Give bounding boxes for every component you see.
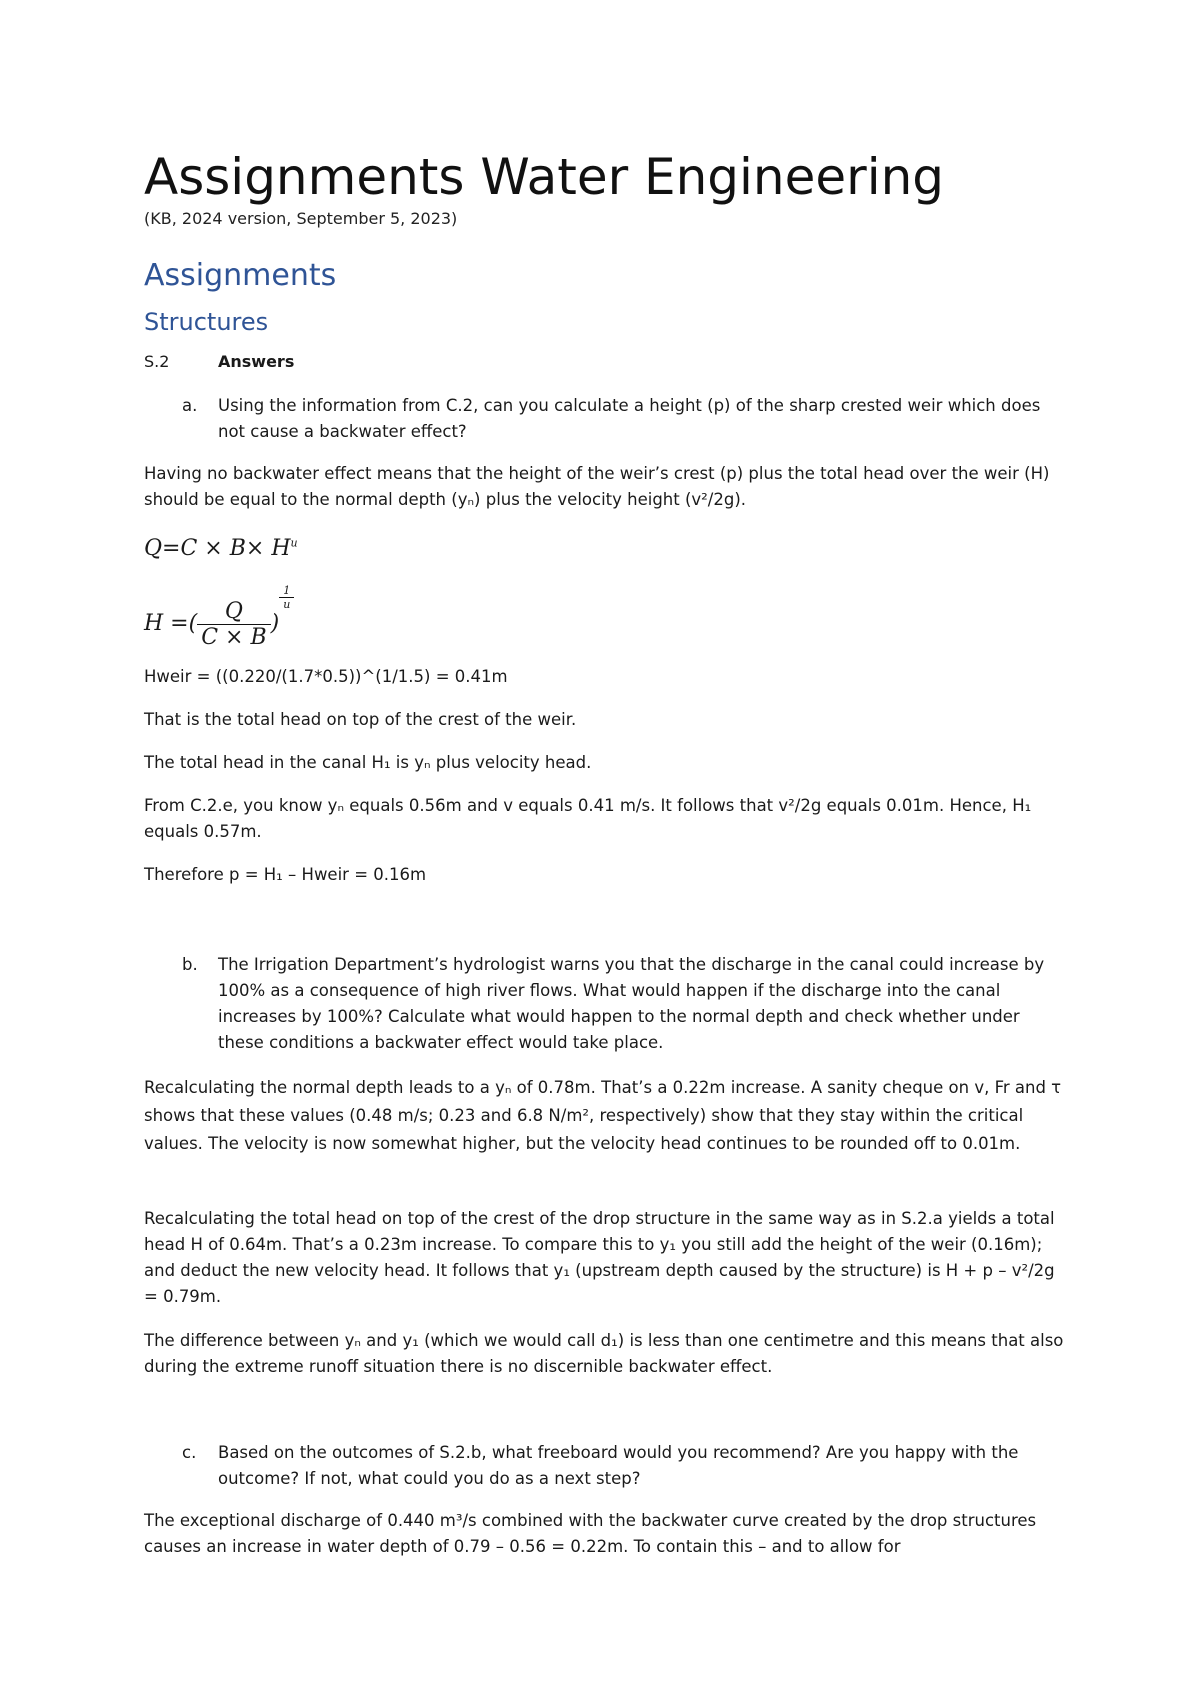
paragraph-total-head-crest: That is the total head on top of the crest of the weir. bbox=[144, 710, 577, 729]
equation-head-exponent-den: u bbox=[283, 598, 291, 611]
document-title: Assignments Water Engineering bbox=[144, 148, 945, 206]
section-label: Answers bbox=[218, 352, 295, 371]
paragraph-difference: The difference between yₙ and y₁ (which we would call d₁) is less than one centimetre and this means that also during the extreme runoff situation there is no discernible backwater effect. bbox=[144, 1331, 1064, 1376]
equation-head-exponent-num: 1 bbox=[279, 584, 294, 598]
section-number: S.2 bbox=[144, 352, 170, 371]
heading-structures: Structures bbox=[144, 308, 269, 336]
paragraph-total-head-canal: The total head in the canal H₁ is yₙ plus velocity head. bbox=[144, 753, 592, 772]
paragraph-exceptional-discharge: The exceptional discharge of 0.440 m³/s combined with the backwater curve created by the drop structures causes an increase in water depth of 0.79 – 0.56 = 0.22m. To contain this – and to allow for bbox=[144, 1511, 1037, 1556]
paragraph-therefore-p: Therefore p = H₁ – Hweir = 0.16m bbox=[144, 865, 427, 884]
equation-discharge bbox=[144, 536, 298, 561]
equation-discharge-exponent: u bbox=[290, 536, 298, 550]
question-c-marker: c. bbox=[182, 1443, 197, 1462]
equation-discharge-lhs: Q=C × B× H bbox=[144, 536, 291, 561]
question-b-marker: b. bbox=[182, 955, 198, 974]
equation-head-fraction bbox=[197, 599, 270, 650]
paragraph-recalc-normal-depth: Recalculating the normal depth leads to a yₙ of 0.78m. That’s a 0.22m increase. A sanity cheque on v, Fr and τ shows that these values (0.48 m/s; 0.23 and 6.8 N/m², respectively) show that they stay within the critical values. The velocity is now somewhat higher, but the velocity head continues to be rounded off to 0.01m. bbox=[144, 1078, 1062, 1153]
equation-head-close: ) bbox=[270, 611, 280, 636]
paragraph-from-c2e: From C.2.e, you know yₙ equals 0.56m and v equals 0.41 m/s. It follows that v²/2g equals 0.01m. Hence, H₁ equals 0.57m. bbox=[144, 796, 1032, 841]
paragraph-hweir-calc: Hweir = ((0.220/(1.7*0.5))^(1/1.5) = 0.41m bbox=[144, 667, 508, 686]
question-a-marker: a. bbox=[182, 396, 198, 415]
question-a-text: Using the information from C.2, can you calculate a height (p) of the sharp crested weir which does not cause a backwater effect? bbox=[218, 396, 1041, 441]
equation-head bbox=[144, 584, 294, 650]
paragraph-recalc-total-head: Recalculating the total head on top of the crest of the drop structure in the same way as in S.2.a yields a total head H of 0.64m. That’s a 0.23m increase. To compare this to y₁ you still add the height of the weir (0.16m); and deduct the new velocity head. It follows that y₁ (upstream depth caused by the structure) is H + p – v²/2g = 0.79m. bbox=[144, 1209, 1055, 1306]
heading-assignments: Assignments bbox=[144, 258, 337, 293]
question-b-text: The Irrigation Department’s hydrologist warns you that the discharge in the canal could increase by 100% as a consequence of high river flows. What would happen if the discharge into the canal increases by 100%? Calculate what would happen to the normal depth and check whether under these conditions a backwater effect would take place. bbox=[218, 955, 1045, 1052]
document-subtitle: (KB, 2024 version, September 5, 2023) bbox=[144, 209, 458, 228]
question-c-text: Based on the outcomes of S.2.b, what freeboard would you recommend? Are you happy with the outcome? If not, what could you do as a next step? bbox=[218, 1443, 1019, 1488]
equation-head-exponent bbox=[279, 584, 294, 611]
paragraph-no-backwater: Having no backwater effect means that the height of the weir’s crest (p) plus the total head over the weir (H) should be equal to the normal depth (yₙ) plus the velocity height (v²/2g). bbox=[144, 464, 1050, 509]
equation-head-denominator: C × B bbox=[201, 624, 267, 650]
equation-head-numerator: Q bbox=[197, 599, 270, 625]
equation-head-lhs: H =( bbox=[144, 611, 198, 636]
